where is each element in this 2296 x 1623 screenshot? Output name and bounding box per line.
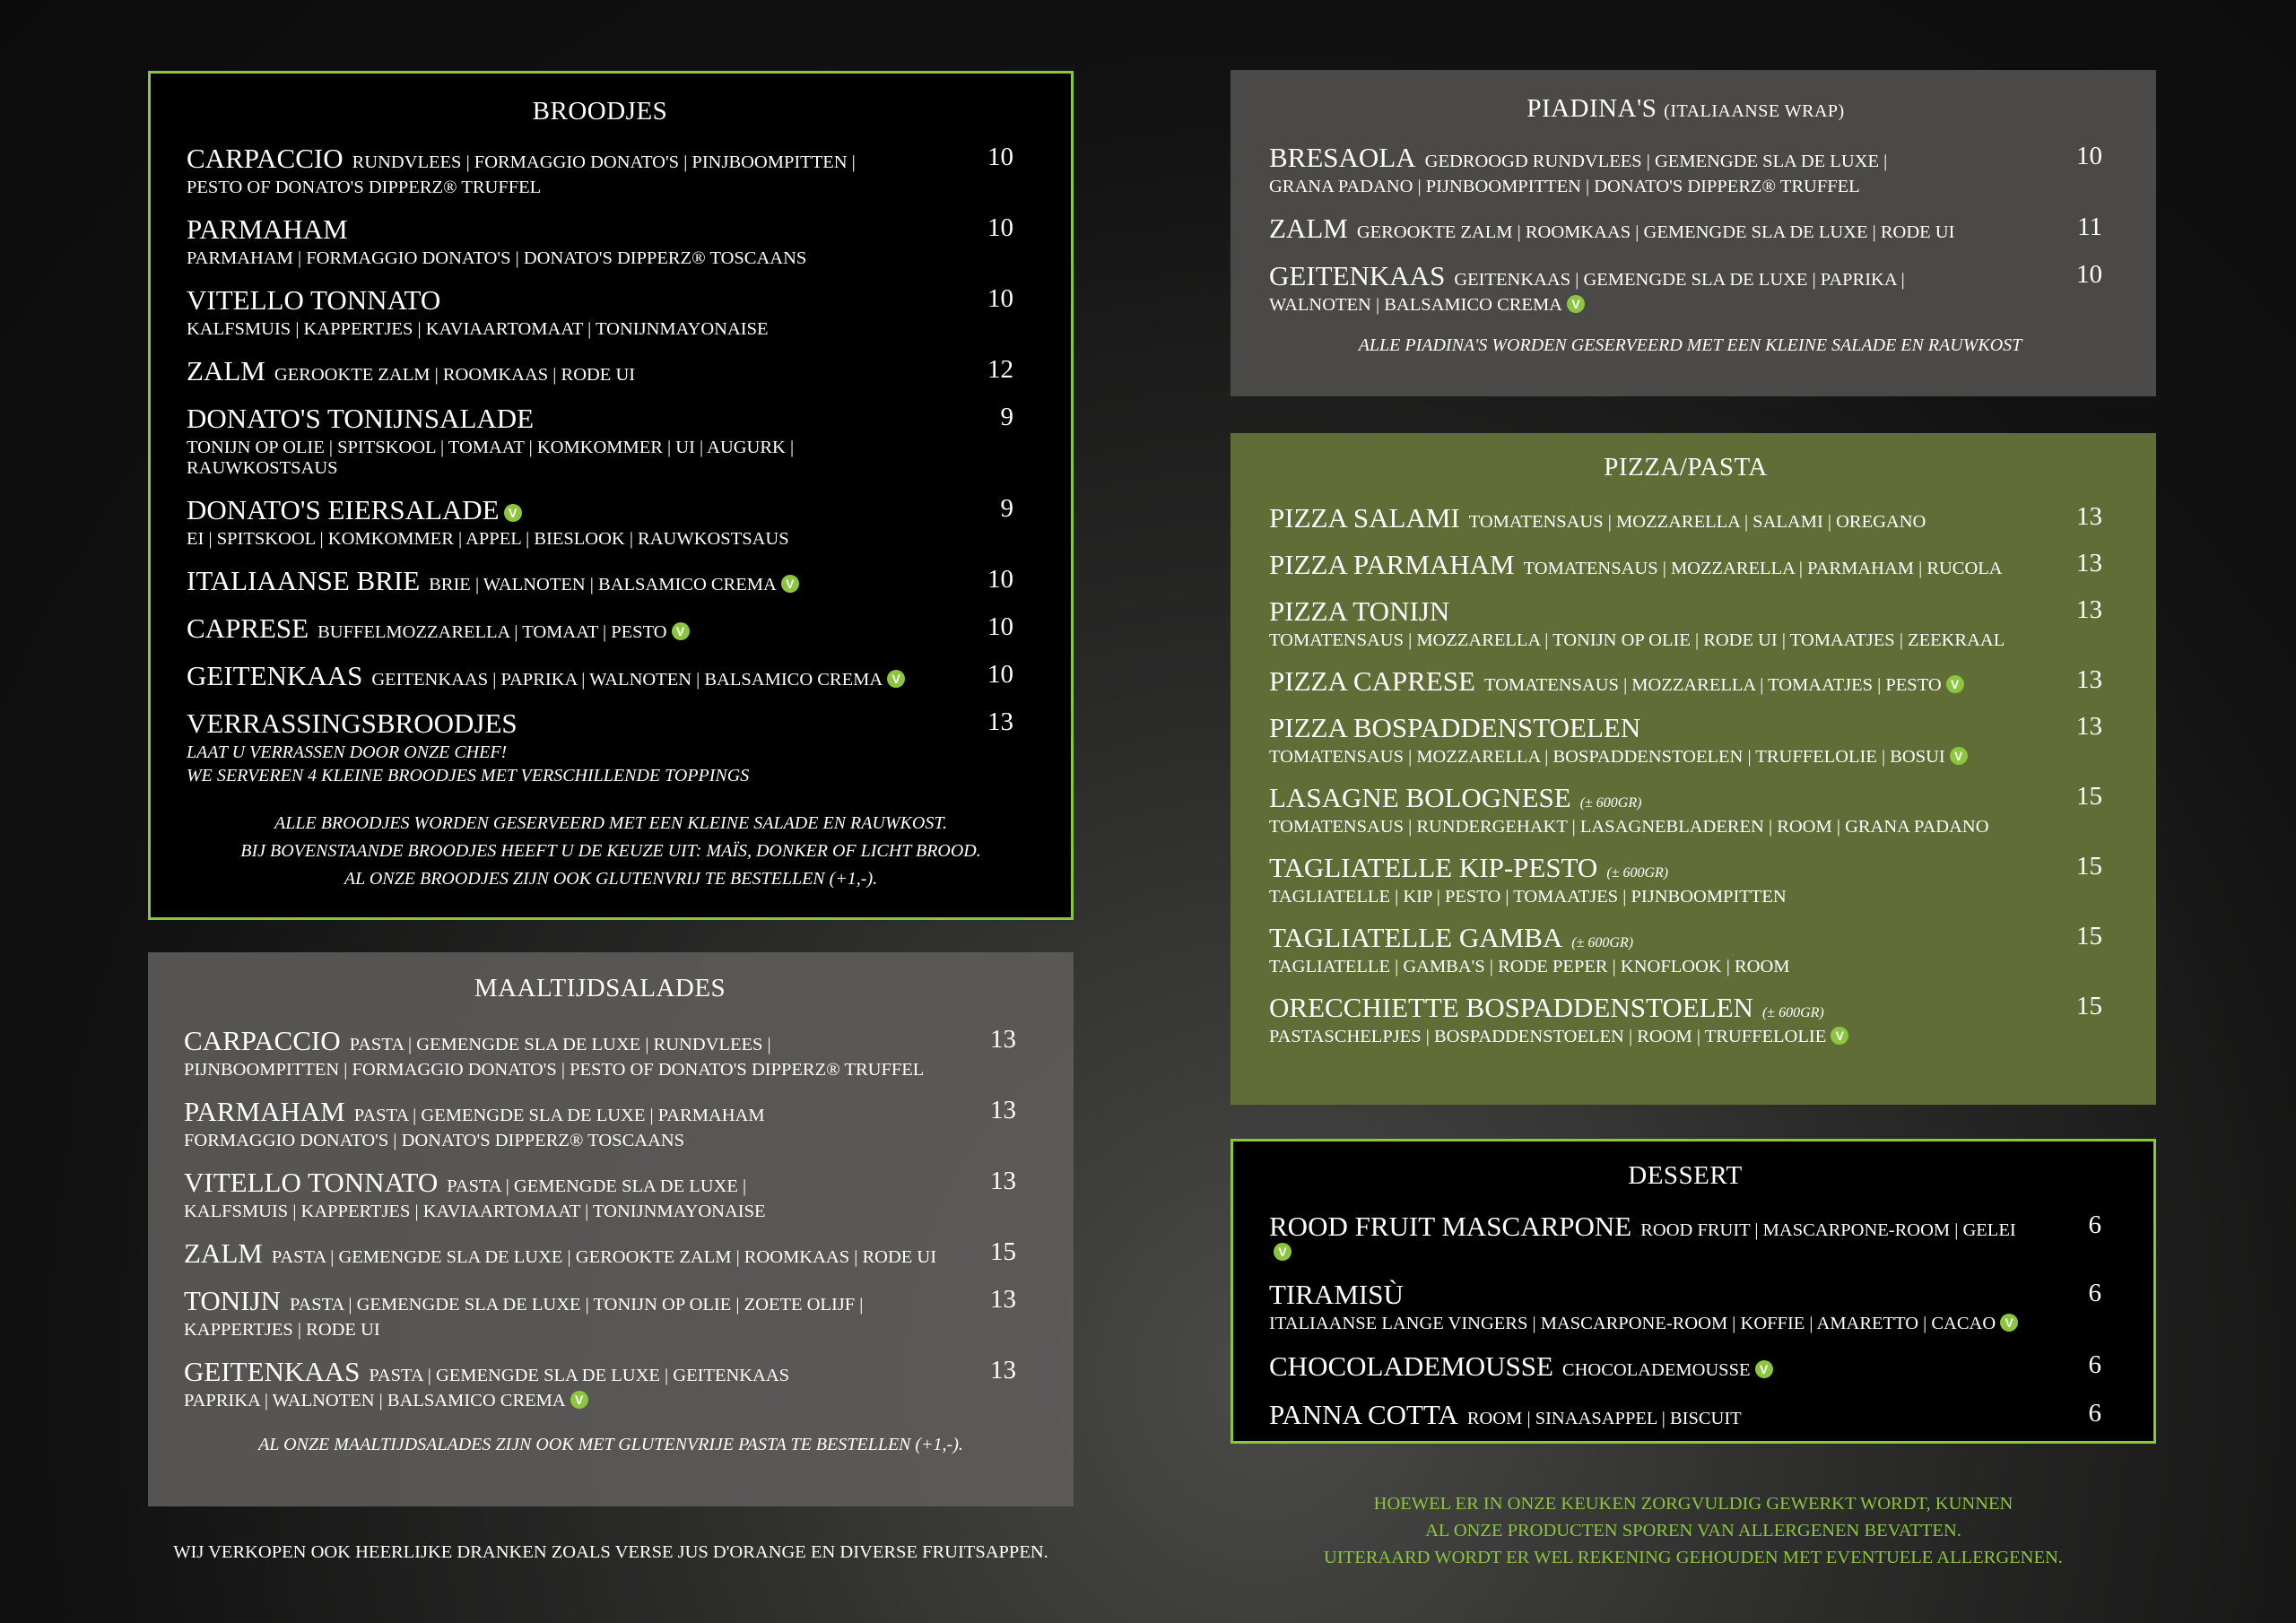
menu-item-line — [1269, 1211, 2030, 1263]
menu-item-description: TOMATENSAUS | MOZZARELLA | BOSPADDENSTOELEN | TRUFFELOLIE | BOSUI — [1269, 747, 1945, 767]
menu-item-description-line — [187, 248, 942, 269]
menu-item-description-line — [184, 1391, 944, 1411]
menu-item-price: 15 — [2076, 852, 2102, 881]
menu-item-line — [187, 565, 942, 597]
menu-item-description: GEITENKAAS | PAPRIKA | WALNOTEN | BALSAMICO CREMA — [371, 670, 883, 690]
menu-item-name: PARMAHAM — [187, 213, 348, 245]
menu-item-description: KALFSMUIS | KAPPERTJES | KAVIAARTOMAAT | TONIJNMAYONAISE — [187, 319, 769, 339]
menu-item-name: GEITENKAAS — [184, 1356, 361, 1387]
maaltijdsalades-title: MAALTIJDSALADES — [474, 974, 726, 1002]
menu-item-price: 10 — [987, 143, 1013, 171]
menu-item-description-line — [184, 1060, 944, 1081]
vegetarian-icon: V — [1950, 747, 1968, 765]
menu-item-name: TAGLIATELLE KIP-PESTO — [1269, 852, 1598, 883]
menu-item — [1269, 142, 2102, 197]
menu-item — [187, 494, 1013, 550]
menu-item-name: DONATO'S TONIJNSALADE — [187, 403, 535, 434]
allergy-note-line: HOEWEL ER IN ONZE KEUKEN ZORGVULDIG GEWERKT WORDT, KUNNEN — [1373, 1494, 2013, 1514]
broodjes-section — [148, 71, 1074, 920]
menu-item-weight: (± 600GR) — [1579, 795, 1642, 811]
allergy-note-line: UITERAARD WORDT ER WEL REKENING GEHOUDEN MET EVENTUELE ALLERGENEN. — [1324, 1548, 2063, 1567]
menu-item-description: PASTA | GEMENGDE SLA DE LUXE | TONIJN OP OLIE | ZOETE OLIJF | — [289, 1295, 864, 1315]
menu-item-description: EI | SPITSKOOL | KOMKOMMER | APPEL | BIESLOOK | RAUWKOSTSAUS — [187, 529, 789, 549]
menu-item-description: GEDROOGD RUNDVLEES | GEMENGDE SLA DE LUXE | — [1424, 152, 1888, 171]
broodjes-list — [187, 143, 1013, 786]
menu-item — [1269, 782, 2102, 838]
menu-item-line — [1269, 852, 2031, 884]
menu-item-line — [1269, 1350, 2030, 1383]
menu-item-weight: (± 600GR) — [1761, 1005, 1824, 1020]
menu-item-description: TOMATENSAUS | MOZZARELLA | SALAMI | OREGANO — [1468, 512, 1926, 532]
menu-item-description: PIJNBOOMPITTEN | FORMAGGIO DONATO'S | PESTO OF DONATO'S DIPPERZ® TRUFFEL — [184, 1060, 925, 1080]
menu-item-description-line — [1269, 295, 2031, 316]
menu-item-price: 6 — [2088, 1399, 2101, 1428]
vegetarian-icon: V — [781, 575, 799, 593]
piadina-section — [1231, 70, 2156, 396]
menu-item-description: PASTA | GEMENGDE SLA DE LUXE | — [447, 1176, 747, 1196]
vegetarian-icon: V — [672, 622, 690, 640]
menu-item — [187, 565, 1013, 597]
menu-item-description-line — [1269, 1027, 2031, 1047]
menu-item-description-line — [1269, 887, 2031, 907]
menu-item-name: ORECCHIETTE BOSPADDENSTOELEN — [1269, 992, 1753, 1023]
menu-item-name: TONIJN — [184, 1285, 281, 1316]
menu-item — [184, 1025, 1016, 1081]
menu-item — [1269, 992, 2102, 1047]
menu-item — [1269, 852, 2102, 907]
menu-item — [187, 612, 1013, 645]
menu-item-line — [187, 707, 942, 740]
menu-item-name: DONATO'S EIERSALADE — [187, 494, 500, 525]
menu-item-price: 13 — [990, 1356, 1016, 1384]
piadina-title — [1269, 94, 2102, 124]
menu-item-line — [1269, 992, 2031, 1024]
menu-item-line — [1269, 782, 2031, 814]
menu-item — [187, 403, 1013, 479]
menu-item-description: TOMATENSAUS | RUNDERGEHAKT | LASAGNEBLADEREN | ROOM | GRANA PADANO — [1269, 817, 1989, 837]
maaltijdsalades-list — [184, 1025, 1016, 1411]
menu-item-line — [187, 143, 942, 175]
menu-item-price: 10 — [987, 612, 1013, 641]
menu-item-name: PIZZA CAPRESE — [1269, 665, 1475, 697]
menu-item-description: RUNDVLEES | FORMAGGIO DONATO'S | PINJBOOMPITTEN | — [352, 152, 856, 172]
menu-item-description: TAGLIATELLE | KIP | PESTO | TOMAATJES | PIJNBOOMPITTEN — [1269, 887, 1787, 907]
menu-item — [187, 355, 1013, 387]
menu-item-line — [184, 1285, 944, 1317]
menu-item — [187, 284, 1013, 340]
menu-item-name: VITELLO TONNATO — [187, 284, 441, 316]
menu-item-name: ZALM — [187, 355, 265, 386]
menu-item-weight: (± 600GR) — [1571, 935, 1634, 950]
menu-item — [1269, 1399, 2101, 1431]
menu-item-description-line — [1269, 1314, 2030, 1334]
menu-item-line — [1269, 922, 2031, 954]
menu-item-line — [1269, 595, 2031, 628]
menu-item-price: 12 — [987, 355, 1013, 384]
menu-item-note: WE SERVEREN 4 KLEINE BROODJES MET VERSCHILLENDE TOPPINGS — [187, 766, 750, 785]
menu-item-line — [1269, 1399, 2030, 1431]
menu-item-description: PESTO OF DONATO'S DIPPERZ® TRUFFEL — [187, 178, 542, 197]
menu-item-description-line — [187, 438, 942, 479]
menu-item-line — [1269, 213, 2031, 245]
menu-item-description-line — [187, 319, 942, 340]
vegetarian-icon: V — [570, 1391, 588, 1409]
maaltijdsalades-section — [148, 952, 1074, 1506]
menu-item-name: ITALIAANSE BRIE — [187, 565, 421, 596]
menu-item-description-line — [184, 1131, 944, 1151]
menu-item — [184, 1356, 1016, 1411]
menu-item — [1269, 712, 2102, 768]
piadina-list — [1269, 142, 2102, 316]
menu-item-description: GEROOKTE ZALM | ROOMKAAS | GEMENGDE SLA DE LUXE | RODE UI — [1356, 222, 1955, 242]
menu-item — [187, 213, 1013, 269]
menu-item-name: CAPRESE — [187, 612, 309, 644]
vegetarian-icon: V — [1274, 1243, 1292, 1261]
menu-item-description-line — [184, 1320, 944, 1341]
menu-item-name: PIZZA BOSPADDENSTOELEN — [1269, 712, 1641, 743]
menu-item — [1269, 549, 2102, 581]
menu-item-description: TONIJN OP OLIE | SPITSKOOL | TOMAAT | KOMKOMMER | UI | AUGURK | RAUWKOSTSAUS — [187, 438, 795, 478]
menu-item — [1269, 260, 2102, 316]
menu-item-line — [1269, 712, 2031, 744]
menu-item-line — [184, 1096, 944, 1128]
menu-item-description-line — [187, 178, 942, 198]
menu-item — [1269, 1279, 2101, 1334]
menu-item-description: PAPRIKA | WALNOTEN | BALSAMICO CREMA — [184, 1391, 566, 1410]
menu-item-description: PASTA | GEMENGDE SLA DE LUXE | RUNDVLEES | — [349, 1035, 771, 1055]
menu-item-line — [1269, 549, 2031, 581]
menu-item-name: CARPACCIO — [187, 143, 344, 174]
menu-item-name: CHOCOLADEMOUSSE — [1269, 1350, 1553, 1382]
menu-item-name: TIRAMISÙ — [1269, 1279, 1404, 1310]
menu-item-description: TOMATENSAUS | MOZZARELLA | PARMAHAM | RUCOLA — [1523, 559, 2003, 578]
menu-item-price: 13 — [990, 1167, 1016, 1195]
menu-item-name: LASAGNE BOLOGNESE — [1269, 782, 1571, 813]
menu-item-description: ITALIAANSE LANGE VINGERS | MASCARPONE-ROOM | KOFFIE | AMARETTO | CACAO — [1269, 1314, 1996, 1333]
menu-item-price: 13 — [2076, 665, 2102, 694]
menu-item-name: VITELLO TONNATO — [184, 1167, 439, 1198]
menu-item — [187, 143, 1013, 198]
broodjes-note-line: ALLE BROODJES WORDEN GESERVEERD MET EEN KLEINE SALADE EN RAUWKOST. — [274, 813, 947, 833]
menu-item-line — [184, 1237, 944, 1270]
allergy-note-line: AL ONZE PRODUCTEN SPOREN VAN ALLERGENEN BEVATTEN. — [1425, 1521, 1961, 1541]
menu-item-name: PIZZA TONIJN — [1269, 595, 1450, 627]
menu-item — [184, 1096, 1016, 1151]
menu-item-name: CARPACCIO — [184, 1025, 341, 1056]
menu-item-price: 15 — [2076, 782, 2102, 811]
vegetarian-icon: V — [887, 670, 905, 688]
menu-item — [187, 707, 1013, 786]
dessert-title: DESSERT — [1628, 1161, 1743, 1190]
menu-item-description: PARMAHAM | FORMAGGIO DONATO'S | DONATO'S DIPPERZ® TOSCAANS — [187, 248, 807, 268]
menu-item-description: PASTASCHELPJES | BOSPADDENSTOELEN | ROOM | TRUFFELOLIE — [1269, 1027, 1827, 1046]
menu-item-line — [187, 494, 942, 526]
menu-item-line — [187, 660, 942, 692]
menu-item-line — [1269, 260, 2031, 292]
menu-item-line — [187, 284, 942, 317]
menu-item — [1269, 665, 2102, 698]
menu-item-price: 10 — [987, 213, 1013, 242]
menu-item-name: ZALM — [1269, 213, 1348, 244]
menu-item-description: ROOM | SINAASAPPEL | BISCUIT — [1466, 1409, 1742, 1428]
menu-item-price: 13 — [990, 1025, 1016, 1054]
menu-item — [1269, 1350, 2101, 1383]
menu-item-price: 13 — [2076, 595, 2102, 624]
menu-item-description-line — [1269, 177, 2031, 197]
menu-item-price: 13 — [2076, 712, 2102, 741]
menu-item-line — [184, 1167, 944, 1199]
menu-item — [184, 1237, 1016, 1270]
broodjes-title: BROODJES — [532, 97, 668, 126]
menu-item-weight: (± 600GR) — [1606, 865, 1669, 881]
menu-item-price: 15 — [990, 1237, 1016, 1266]
menu-item-price: 11 — [2077, 213, 2102, 241]
menu-item-description: ROOD FRUIT | MASCARPONE-ROOM | GELEI — [1640, 1220, 2016, 1240]
menu-item-name: TAGLIATELLE GAMBA — [1269, 922, 1563, 953]
piadina-title-text: PIADINA'S — [1526, 94, 1657, 123]
piadina-note: ALLE PIADINA'S WORDEN GESERVEERD MET EEN KLEINE SALADE EN RAUWKOST — [1358, 335, 2022, 355]
menu-item-description: TAGLIATELLE | GAMBA'S | RODE PEPER | KNOFLOOK | ROOM — [1269, 957, 1790, 976]
menu-item-line — [187, 213, 942, 246]
menu-item-line — [1269, 142, 2031, 174]
pizza-pasta-section — [1231, 433, 2156, 1105]
menu-item — [187, 660, 1013, 692]
menu-item — [1269, 595, 2102, 651]
menu-item-price: 13 — [990, 1096, 1016, 1124]
menu-item-description-line — [1269, 630, 2031, 651]
menu-item-line — [187, 355, 942, 387]
menu-item-description: KALFSMUIS | KAPPERTJES | KAVIAARTOMAAT | TONIJNMAYONAISE — [184, 1202, 766, 1221]
menu-item-price: 13 — [990, 1285, 1016, 1314]
menu-item-price: 9 — [1000, 494, 1013, 523]
menu-item-price: 6 — [2088, 1350, 2101, 1379]
menu-item-price: 10 — [987, 565, 1013, 594]
menu-item-price: 13 — [987, 707, 1013, 736]
menu-item-description-line — [187, 529, 942, 550]
broodjes-note-line: AL ONZE BROODJES ZIJN OOK GLUTENVRIJ TE BESTELLEN (+1,-). — [344, 869, 878, 889]
menu-item-name: BRESAOLA — [1269, 142, 1416, 173]
menu-item-price: 6 — [2088, 1211, 2101, 1239]
menu-item-description: BRIE | WALNOTEN | BALSAMICO CREMA — [429, 575, 777, 595]
menu-item-price: 10 — [2076, 142, 2102, 170]
menu-item — [1269, 502, 2102, 534]
allergy-note — [1231, 1490, 2156, 1571]
menu-item-description: PASTA | GEMENGDE SLA DE LUXE | GEROOKTE ZALM | ROOMKAAS | RODE UI — [271, 1247, 937, 1267]
menu-item-description: TOMATENSAUS | MOZZARELLA | TOMAATJES | PESTO — [1483, 675, 1942, 695]
menu-item-name: PANNA COTTA — [1269, 1399, 1458, 1430]
menu-item — [1269, 922, 2102, 977]
menu-item — [184, 1167, 1016, 1222]
menu-item-description: GEROOKTE ZALM | ROOMKAAS | RODE UI — [274, 365, 636, 385]
menu-item-description: GEITENKAAS | GEMENGDE SLA DE LUXE | PAPRIKA | — [1454, 270, 1905, 290]
menu-item-name: VERRASSINGSBROODJES — [187, 707, 517, 739]
vegetarian-icon: V — [1755, 1360, 1773, 1378]
menu-item-price: 15 — [2076, 992, 2102, 1020]
vegetarian-icon: V — [504, 504, 522, 522]
menu-item-description: GRANA PADANO | PIJNBOOMPITTEN | DONATO'S DIPPERZ® TRUFFEL — [1269, 177, 1860, 196]
menu-item-name: ROOD FRUIT MASCARPONE — [1269, 1211, 1632, 1242]
menu-item-description: WALNOTEN | BALSAMICO CREMA — [1269, 295, 1562, 315]
menu-item-line — [187, 612, 942, 645]
piadina-subtitle: (ITALIAANSE WRAP) — [1664, 101, 1845, 121]
menu-item-description: FORMAGGIO DONATO'S | DONATO'S DIPPERZ® TOSCAANS — [184, 1131, 685, 1150]
pizza-pasta-title: PIZZA/PASTA — [1604, 453, 1768, 482]
drinks-note: WIJ VERKOPEN OOK HEERLIJKE DRANKEN ZOALS VERSE JUS D'ORANGE EN DIVERSE FRUITSAPPEN. — [173, 1542, 1048, 1562]
menu-item-price: 10 — [987, 660, 1013, 689]
menu-item-description-line — [184, 1202, 944, 1222]
menu-item-description: PASTA | GEMENGDE SLA DE LUXE | GEITENKAAS — [369, 1366, 790, 1385]
menu-item — [184, 1285, 1016, 1341]
menu-item-price: 13 — [2076, 549, 2102, 577]
menu-item-price: 9 — [1000, 403, 1013, 431]
menu-item-name: PARMAHAM — [184, 1096, 345, 1127]
menu-item-name: PIZZA PARMAHAM — [1269, 549, 1515, 580]
menu-item-description: TOMATENSAUS | MOZZARELLA | TONIJN OP OLIE | RODE UI | TOMAATJES | ZEEKRAAL — [1269, 630, 2005, 650]
broodjes-note-line: BIJ BOVENSTAANDE BROODJES HEEFT U DE KEUZE UIT: MAÏS, DONKER OF LICHT BROOD. — [240, 841, 981, 861]
menu-item-line — [184, 1025, 944, 1057]
dessert-list — [1269, 1211, 2101, 1431]
menu-item-name: PIZZA SALAMI — [1269, 502, 1460, 534]
menu-item-name: ZALM — [184, 1237, 263, 1269]
vegetarian-icon: V — [1831, 1027, 1848, 1045]
menu-item-price: 10 — [2076, 260, 2102, 289]
maaltijdsalades-note: AL ONZE MAALTIJDSALADES ZIJN OOK MET GLUTENVRIJE PASTA TE BESTELLEN (+1,-). — [258, 1435, 963, 1454]
menu-item-line — [184, 1356, 944, 1388]
menu-item — [1269, 213, 2102, 245]
menu-item-price: 13 — [2076, 502, 2102, 531]
menu-item-description: CHOCOLADEMOUSSE — [1561, 1360, 1751, 1380]
menu-item-line — [187, 403, 942, 435]
menu-item-price: 15 — [2076, 922, 2102, 950]
menu-item-name: GEITENKAAS — [187, 660, 363, 691]
pizza-pasta-list — [1269, 502, 2102, 1047]
menu-item-line — [1269, 665, 2031, 698]
menu-item-description-line — [1269, 747, 2031, 768]
menu-item-line — [1269, 502, 2031, 534]
menu-item-line — [1269, 1279, 2030, 1311]
vegetarian-icon: V — [2000, 1314, 2018, 1332]
menu-item-description: KAPPERTJES | RODE UI — [184, 1320, 380, 1340]
dessert-section — [1231, 1139, 2156, 1444]
menu-item — [1269, 1211, 2101, 1263]
menu-item-description-line — [1269, 957, 2031, 977]
menu-item-description-line — [1269, 817, 2031, 838]
menu-item-note: LAAT U VERRASSEN DOOR ONZE CHEF! — [187, 742, 508, 762]
vegetarian-icon: V — [1567, 295, 1585, 313]
menu-item-description: BUFFELMOZZARELLA | TOMAAT | PESTO — [317, 622, 667, 642]
menu-item-price: 10 — [987, 284, 1013, 313]
vegetarian-icon: V — [1946, 675, 1964, 693]
menu-item-name: GEITENKAAS — [1269, 260, 1446, 291]
menu-item-description: PASTA | GEMENGDE SLA DE LUXE | PARMAHAM — [353, 1106, 765, 1125]
menu-item-price: 6 — [2088, 1279, 2101, 1307]
broodjes-note — [187, 810, 1013, 893]
